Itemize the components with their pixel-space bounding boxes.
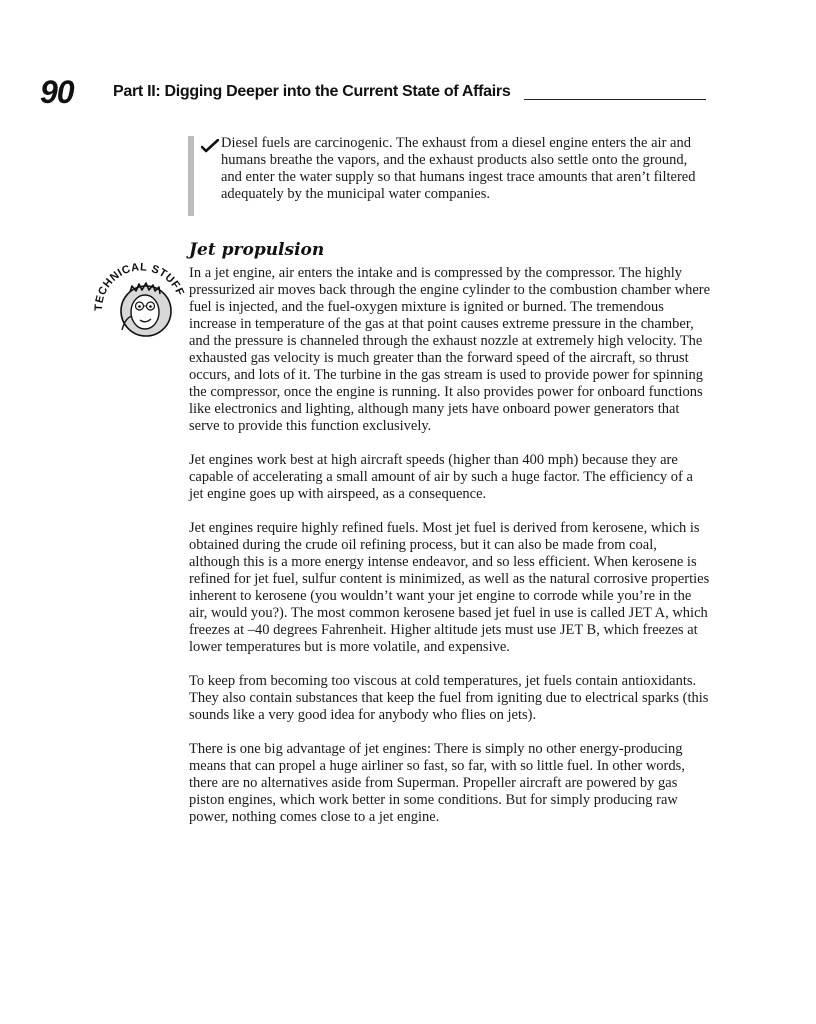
running-head-title: Part II: Digging Deeper into the Current State of Affairs [113,83,511,100]
bullet-item-text: Diesel fuels are carcinogenic. The exhaust from a diesel engine enters the air and humans breathe the vapors, and the exhaust products also settle onto the ground, and enter the water supply so that humans ingest trace amounts that aren’t filtered adequately by the municipal water companies. [221,135,696,202]
paragraph: To keep from becoming too viscous at cold temperatures, jet fuels contain antioxidants. They also contain substances that keep the fuel from igniting due to electrical sparks (this sounds like a very good idea for anybody who flies on jets). [189,673,709,723]
technical-stuff-icon [92,256,188,346]
paragraph: Jet engines work best at high aircraft speeds (higher than 400 mph) because they are capable of accelerating a small amount of air by such a huge factor. The efficiency of a jet engine goes up with airspeed, as a consequence. [189,452,693,502]
section-heading: Jet propulsion [189,240,325,260]
paragraph: Jet engines require highly refined fuels. Most jet fuel is derived from kerosene, which is obtained during the crude oil refining process, but it can also be made from coal, although this is a more energy intense endeavor, and so less efficient. When kerosene is refined for jet fuel, sulfur content is minimized, as well as the natural corrosive properties inherent to kerosene (you wouldn’t want your jet engine to corrode while you’re in the air, would you?). The most common kerosene based jet fuel in use is called JET A, which freezes at –40 degrees Fahrenheit. Higher altitude jets must use JET B, which freezes at lower temperatures but is more volatile, and expensive. [189,520,710,655]
section-body [189,265,711,843]
header-rule [524,99,706,100]
check-mark-icon [201,139,219,153]
sidebar-bar [188,136,194,216]
page-number: 90 [40,74,74,110]
svg-text:TECHNICAL STUFF: TECHNICAL STUFF [92,261,187,312]
paragraph: In a jet engine, air enters the intake and is compressed by the compressor. The highly pressurized air moves back through the engine cylinder to the combustion chamber where fuel is injected, and the fuel-oxygen mixture is ignited or burned. The tremendous increase in temperature of the gas at that point causes extreme pressure in the chamber, and the pressure is channeled through the exhaust nozzle at extremely high velocity. The exhausted gas velocity is much greater than the forward speed of the aircraft, so thrust occurs, and lots of it. The turbine in the gas stream is used to provide power for spinning the compressor, once the engine is running. It also provides power for onboard functions like electronics and lighting, although many jets have onboard power generators that serve to provide this function exclusively. [189,265,711,434]
paragraph: There is one big advantage of jet engines: There is simply no other energy-producing means that can propel a huge airliner so fast, so far, with so little fuel. In other words, there are no alternatives aside from Superman. Propeller aircraft are powered by gas piston engines, which work better in some conditions. But for simply producing raw power, nothing comes close to a jet engine. [189,741,685,825]
